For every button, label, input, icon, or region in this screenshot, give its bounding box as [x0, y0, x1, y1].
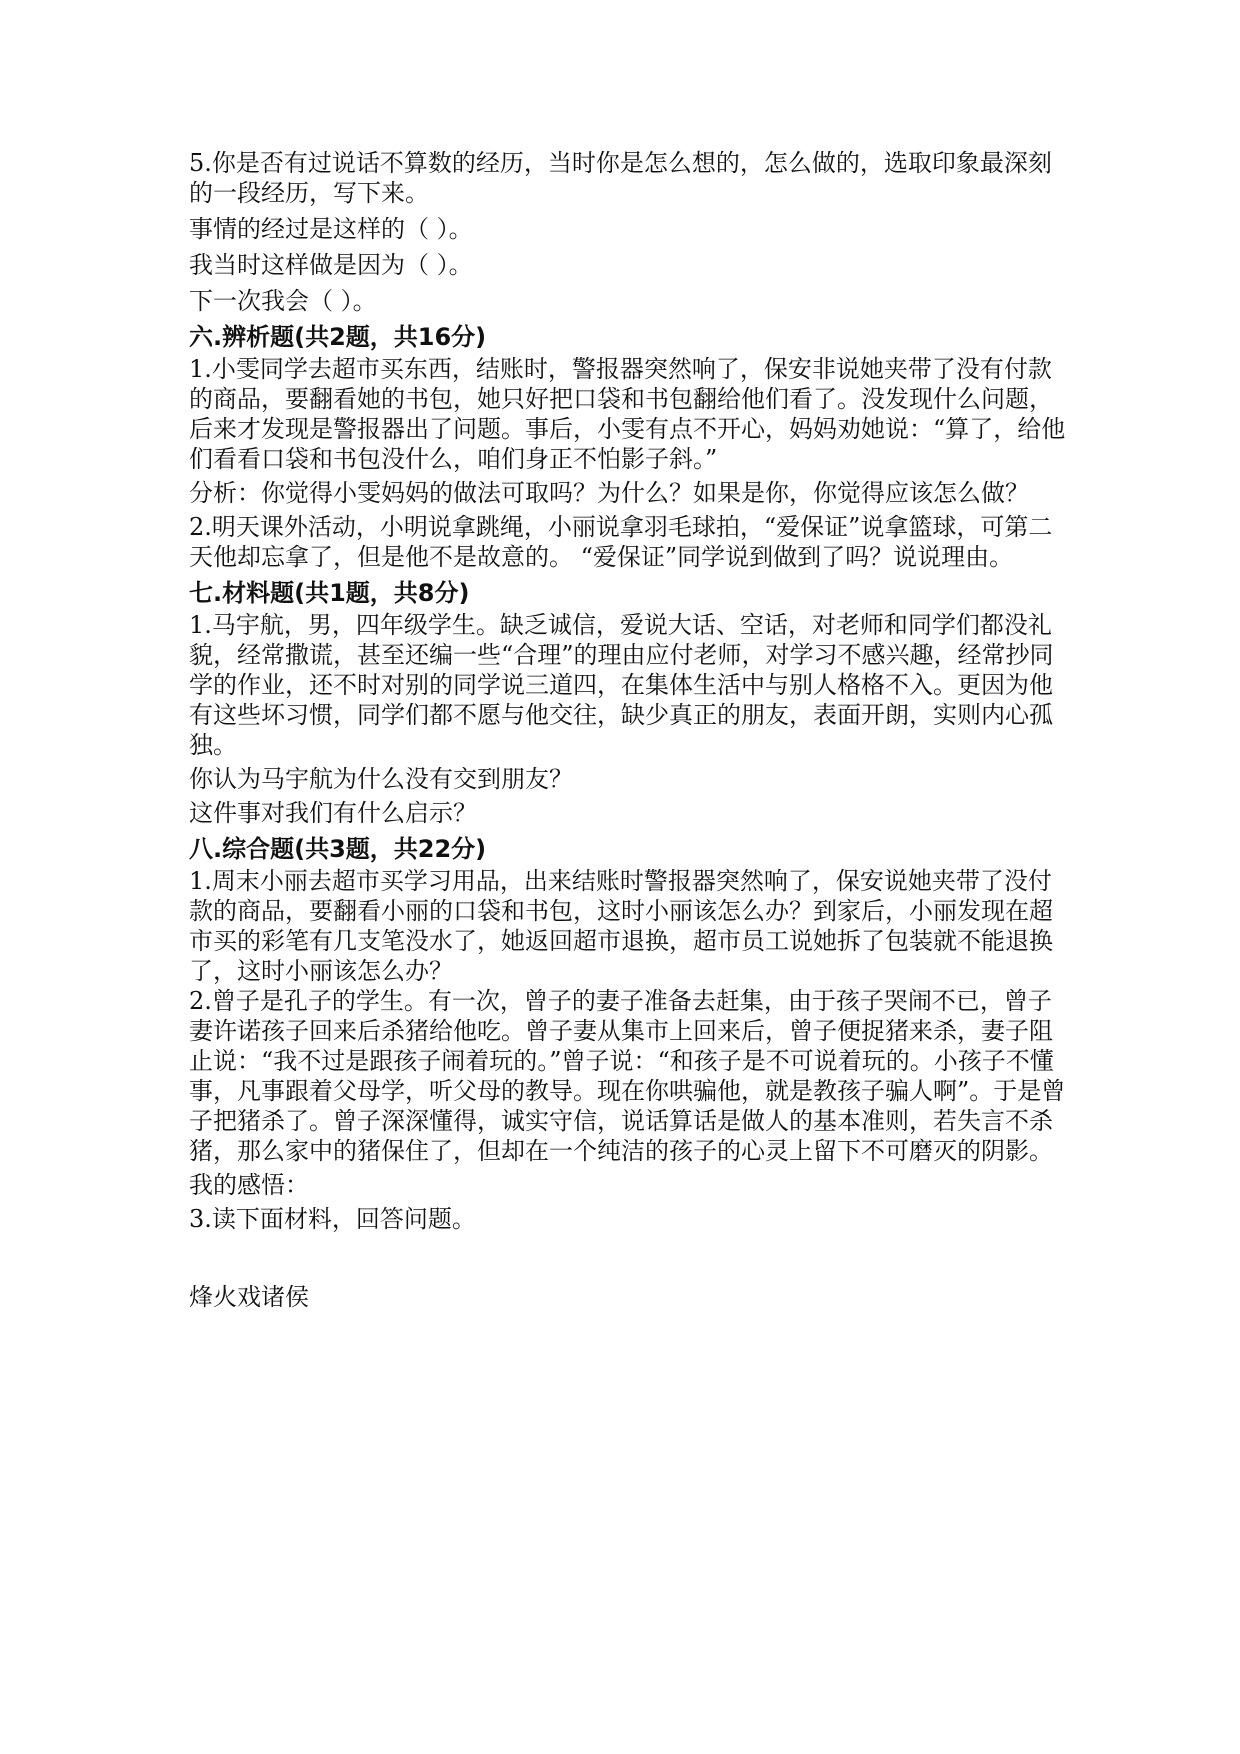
section-8-q2-ask: 我的感悟：: [189, 1171, 309, 1199]
section-6-q2-text: 2.明天课外活动，小明说拿跳绳，小丽说拿羽毛球拍，“爱保证”说拿篮球，可第二天他却忘拿了，但是他不是故意的。 “爱保证”同学说到做到了吗？说说理由。: [189, 513, 1053, 571]
section-6-q1-text: 1.小雯同学去超市买东西，结账时，警报器突然响了，保安非说她夹带了没有付款的商品，要翻看她的书包，她只好把口袋和书包翻给他们看了。没发现什么问题，后来才发现是警报器出了问题。事后，小雯有点不开心，妈妈劝她说：“算了，给他们看看口袋和书包没什么，咱们身正不怕影子斜。”: [189, 355, 1066, 473]
section-8-q3-material-title: 烽火戏诸侯: [189, 1283, 309, 1311]
section-6-heading: 六.辨析题(共2题，共16分): [189, 323, 487, 351]
q5-line-1: 事情的经过是这样的（ ）。: [189, 215, 473, 243]
section-8-q2-text: 2.曾子是孔子的学生。有一次，曾子的妻子准备去赶集，由于孩子哭闹不已，曾子妻许诺孩子回来后杀猪给他吃。曾子妻从集市上回来后，曾子便捉猪来杀，妻子阻止说：“我不过是跟孩子闹着玩的。”曾子说：“和孩子是不可说着玩的。小孩子不懂事，凡事跟着父母学，听父母的教导。现在你哄骗他，就是教孩子骗人啊”。于是曾子把猪杀了。曾子深深懂得，诚实守信，说话算话是做人的基本准则，若失言不杀猪，那么家中的猪保住了，但却在一个纯洁的孩子的心灵上留下不可磨灭的阴影。: [189, 987, 1066, 1165]
section-7-q1-text: 1.马宇航，男，四年级学生。缺乏诚信，爱说大话、空话，对老师和同学们都没礼貌，经常撒谎，甚至还编一些“合理”的理由应付老师，对学习不感兴趣，经常抄同学的作业，还不时对别的同学说三道四，在集体生活中与别人格格不入。更因为他有这些坏习惯，同学们都不愿与他交往，缺少真正的朋友，表面开朗，实则内心孤独。: [189, 611, 1054, 759]
section-8-heading: 八.综合题(共3题，共22分): [189, 835, 487, 863]
section-7-heading: 七.材料题(共1题，共8分): [189, 579, 470, 607]
q5-line-3: 下一次我会（ ）。: [189, 287, 377, 315]
exam-page: [189, 148, 1069, 1312]
section-7-q1-ask-1: 你认为马宇航为什么没有交到朋友？: [189, 765, 573, 793]
section-8-q1-text: 1.周末小丽去超市买学习用品，出来结账时警报器突然响了，保安说她夹带了没付款的商品，要翻看小丽的口袋和书包，这时小丽该怎么办？到家后，小丽发现在超市买的彩笔有几支笔没水了，她返回超市退换，超市员工说她拆了包装就不能退换了，这时小丽该怎么办？: [189, 867, 1053, 985]
q5-line-2: 我当时这样做是因为（ ）。: [189, 251, 473, 279]
section-8-q3-text: 3.读下面材料，回答问题。: [189, 1205, 476, 1233]
q5-prompt: 5.你是否有过说话不算数的经历，当时你是怎么想的，怎么做的，选取印象最深刻的一段经历，写下来。: [189, 149, 1052, 207]
section-7-q1-ask-2: 这件事对我们有什么启示？: [189, 799, 477, 827]
section-6-q1-ask: 分析：你觉得小雯妈妈的做法可取吗？为什么？如果是你，你觉得应该怎么做？: [189, 479, 1029, 507]
